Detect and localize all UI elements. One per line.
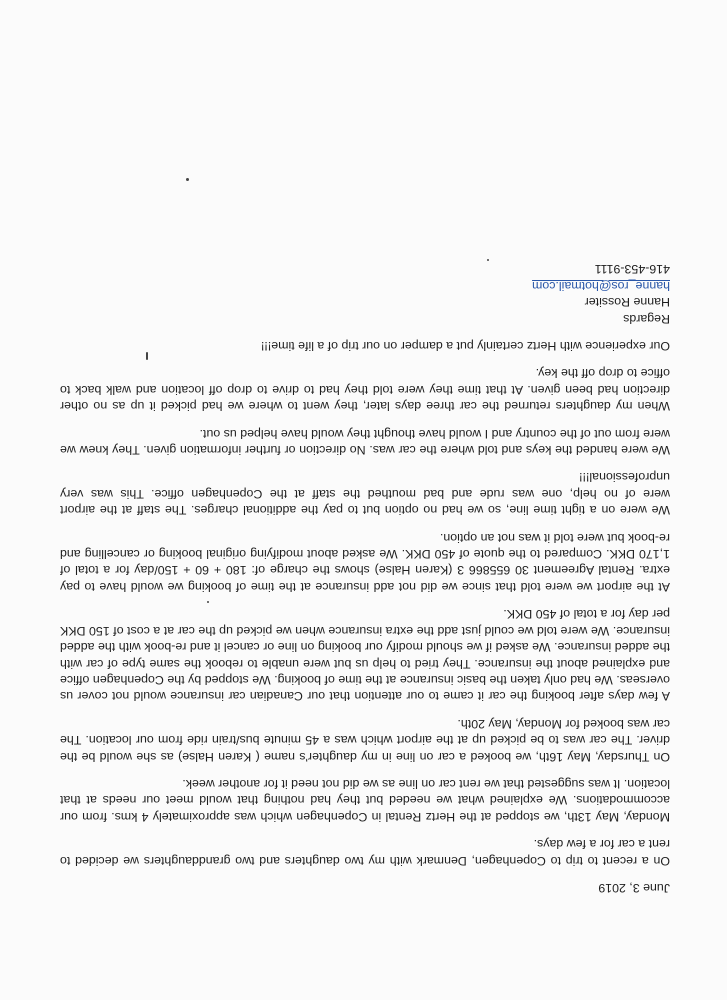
letter-body	[60, 261, 670, 896]
scan-speck	[207, 601, 209, 603]
paragraph-intro: On a recent to trip to Copenhagen, Denmark with my two daughters and two granddaughters we decided to rent a car for a few days.	[60, 837, 670, 868]
paragraph-insurance: A few days after booking the car it came to our attention that our Canadian car insurance would not cover us overseas. We had only taken the basic insurance at the time of booking. We stopped by the Copenhagen office and explained about the insurance. They tried to help us but were unable to rebook the same type of car with the added insurance. We asked if we should modify our booking on line or cancel it and re-book with the added insurance. We were told we could just add the extra insurance when we picked up the car at a cost of 150 DKK per day for a total of 450 DKK.	[60, 607, 670, 704]
signature-block	[60, 261, 670, 327]
sender-name: Hanne Rossiter	[584, 295, 670, 310]
scan-speck	[186, 178, 189, 181]
paragraph-may-13: Monday, May 13th, we stopped at the Hertz Rental in Copenhagen which was approximately 4 kms. from our accommodations. We explained what we needed but they had nothing that would meet our needs at that location. It was suggested that we rent car on line as we did not need it for another week.	[60, 776, 670, 824]
scan-speck	[487, 259, 489, 261]
closing-regards: Regards	[623, 311, 670, 326]
sender-email-link[interactable]: hanne_ros@hotmail.com	[532, 278, 670, 293]
scan-speck	[146, 352, 148, 360]
paragraph-experience: Our experience with Hertz certainly put a damper on our trip of a life time!!!	[260, 339, 670, 354]
paragraph-airport: At the airport we were told that since we did not add insurance at the time of booking we would have to pay extra. Rental Agreement 30 655866 3 (Karen Halse) shows the charge of: 180 + 60 + 150/day for a total of 1,170 DKK. Compared to the quote of 450 DKK. We asked about modifying original booking or cancelling and re-book but were told it was not an option.	[60, 530, 670, 594]
paragraph-may-16: On Thursday, May 16th, we booked a car on line in my daughter's name ( Karen Halse) as she would be the driver. The car was to be picked up at the airport which was a 45 minute bus/train ride from our location. The car was booked for Monday, May 20th.	[60, 716, 670, 764]
paragraph-staff: We were on a tight time line, so we had no option but to pay the additional charges. The staff at the airport were of no help, one was rude and bad mouthed the staff at the Copenhagen office. This was very unprofessional!!!	[60, 470, 670, 518]
sender-phone: 416-453-9111	[594, 262, 670, 277]
paragraph-return: When my daughters returned the car three days later, they went to where we had picked it up as no other direction had been given. At that time they were told they had to drive to drop off location and walk back to office to drop off the key.	[60, 366, 670, 414]
paragraph-keys: We were handed the keys and told where the car was. No direction or further information given. They knew we were from out of the country and I would have thought they would have helped us out.	[60, 426, 670, 458]
letter-date: June 3, 2019	[598, 881, 670, 895]
